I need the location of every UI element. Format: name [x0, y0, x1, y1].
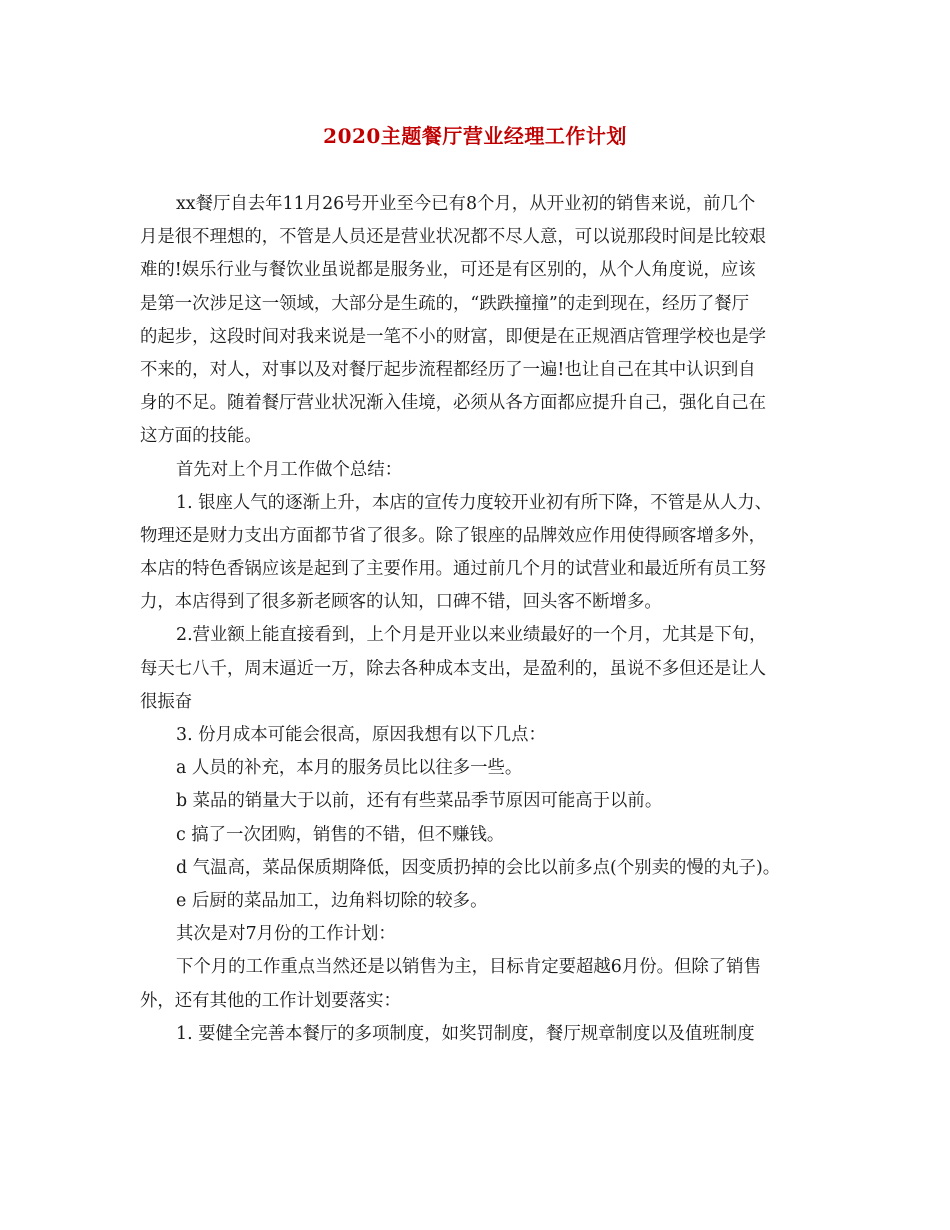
body-line: 其次是对7月份的工作计划：	[176, 924, 396, 945]
body-line: 2.营业额上能直接看到，上个月是开业以来业绩最好的一个月，尤其是下旬，	[176, 625, 767, 646]
body-line: a 人员的补充，本月的服务员比以往多一些。	[176, 758, 523, 779]
body-line: 力，本店得到了很多新老顾客的认知，口碑不错，回头客不断增多。	[140, 592, 662, 613]
body-line: 本店的特色香锅应该是起到了主要作用。通过前几个月的试营业和最近所有员工努	[140, 559, 767, 580]
body-line: 下个月的工作重点当然还是以销售为主，目标肯定要超越6月份。但除了销售	[176, 957, 761, 978]
body-line: d 气温高，菜品保质期降低，因变质扔掉的会比以前多点(个别卖的慢的丸子)。	[176, 857, 781, 878]
body-line: 物理还是财力支出方面都节省了很多。除了银座的品牌效应作用使得顾客增多外，	[140, 525, 767, 546]
body-line: 是第一次涉足这一领域，大部分是生疏的，“跌跌撞撞”的走到现在，经历了餐厅	[140, 293, 750, 314]
body-line: 很振奋	[140, 691, 193, 712]
body-line: 不来的，对人，对事以及对餐厅起步流程都经历了一遍!也让自己在其中认识到自	[140, 359, 756, 380]
document-body	[140, 188, 812, 1051]
body-line: xx餐厅自去年11月26号开业至今已有8个月，从开业初的销售来说，前几个	[176, 194, 756, 214]
body-line: 这方面的技能。	[140, 426, 262, 447]
body-line: 外，还有其他的工作计划要落实：	[140, 990, 401, 1011]
body-line: 的起步，这段时间对我来说是一笔不小的财富，即便是在正规酒店管理学校也是学	[140, 326, 767, 347]
body-line: 每天七八千，周末逼近一万，除去各种成本支出，是盈利的，虽说不多但还是让人	[140, 658, 767, 679]
body-line: 难的!娱乐行业与餐饮业虽说都是服务业，可还是有区别的，从个人角度说，应该	[140, 260, 756, 281]
body-line: 1. 银座人气的逐渐上升，本店的宣传力度较开业初有所下降，不管是从人力、	[176, 492, 773, 513]
body-line: 1. 要健全完善本餐厅的多项制度，如奖罚制度，餐厅规章制度以及值班制度	[176, 1023, 755, 1044]
body-line: 3. 份月成本可能会很高，原因我想有以下几点：	[176, 725, 546, 745]
body-line: c 搞了一次团购，销售的不错，但不赚钱。	[176, 824, 505, 845]
body-line: 月是很不理想的，不管是人员还是营业状况都不尽人意，可以说那段时间是比较艰	[140, 227, 767, 248]
body-line: 身的不足。随着餐厅营业状况渐入佳境，必须从各方面都应提升自己，强化自己在	[140, 393, 767, 414]
body-line: 首先对上个月工作做个总结：	[176, 459, 403, 480]
body-line: e 后厨的菜品加工，边角料切除的较多。	[176, 890, 488, 911]
document-title: 2020主题餐厅营业经理工作计划	[323, 124, 627, 148]
body-line: b 菜品的销量大于以前，还有有些菜品季节原因可能高于以前。	[176, 791, 663, 812]
